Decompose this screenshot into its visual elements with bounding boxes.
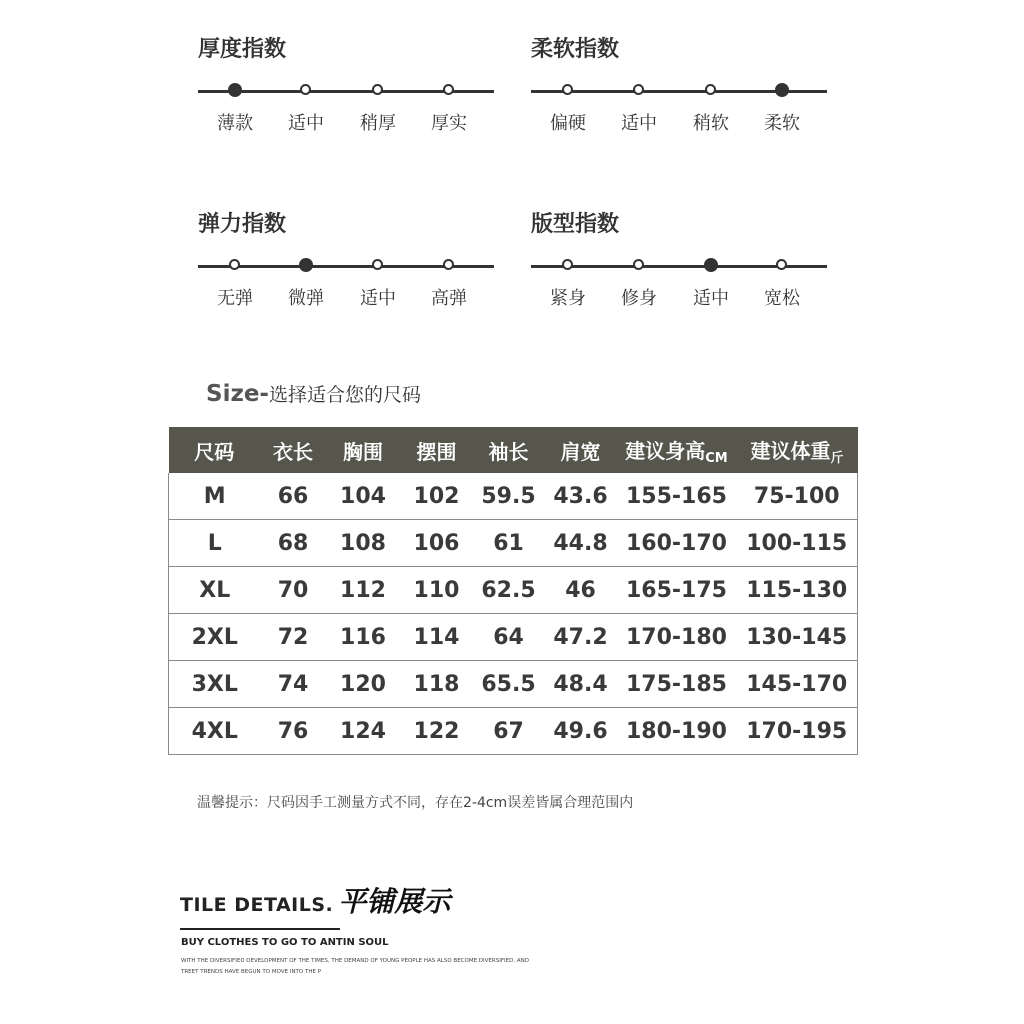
tile-heading-cn: 平铺展示 [338, 885, 451, 918]
header-size: 尺码 [169, 427, 261, 473]
divider [180, 928, 340, 930]
header-weight-unit: 斤 [830, 450, 844, 466]
size-cell: 4XL [169, 708, 261, 755]
table-cell: 145-170 [737, 661, 858, 708]
header-hem: 摆围 [401, 427, 473, 473]
table-cell: 120 [326, 661, 401, 708]
table-cell: 106 [401, 520, 473, 567]
tagline: BUY CLOTHES TO GO TO ANTIN SOUL [181, 937, 389, 948]
index-option: 微弹 [288, 288, 324, 309]
index-option: 无弹 [217, 288, 253, 309]
index-option: 适中 [288, 113, 324, 134]
index-dot [776, 259, 787, 270]
header-sleeve: 袖长 [473, 427, 545, 473]
table-cell: 70 [261, 567, 326, 614]
table-cell: 102 [401, 473, 473, 520]
description-line: TREET TRENDS HAVE BEGUN TO MOVE INTO THE P [181, 969, 322, 975]
size-cell: M [169, 473, 261, 520]
table-body [169, 473, 858, 755]
index-dot [299, 258, 313, 272]
description-line: WITH THE DIVERSIFIED DEVELOPMENT OF THE TIMES, THE DEMAND OF YOUNG PEOPLE HAS ALSO BECOME DIVERSIFIED, AND [181, 958, 529, 964]
size-cell: L [169, 520, 261, 567]
table-cell: 112 [326, 567, 401, 614]
table-cell: 130-145 [737, 614, 858, 661]
table-cell: 118 [401, 661, 473, 708]
table-cell: 47.2 [545, 614, 617, 661]
header-height-unit: CM [705, 450, 728, 466]
index-option: 柔软 [764, 113, 800, 134]
index-dot [443, 259, 454, 270]
index-option: 偏硬 [550, 113, 586, 134]
index-dot [705, 84, 716, 95]
header-length: 衣长 [261, 427, 326, 473]
size-cell: 2XL [169, 614, 261, 661]
table-row [169, 473, 858, 520]
index-option: 稍厚 [360, 113, 396, 134]
tile-details-heading [180, 880, 450, 920]
index-option: 适中 [621, 113, 657, 134]
table-cell: 72 [261, 614, 326, 661]
index-title: 厚度指数 [198, 37, 287, 62]
table-cell: 64 [473, 614, 545, 661]
table-cell: 160-170 [617, 520, 737, 567]
table-cell: 44.8 [545, 520, 617, 567]
header-height-label: 建议身高 [625, 438, 706, 463]
index-dot [633, 259, 644, 270]
index-option: 紧身 [550, 288, 586, 309]
index-dot [228, 83, 242, 97]
header-shoulder: 肩宽 [545, 427, 617, 473]
index-title: 柔软指数 [531, 37, 620, 62]
table-cell: 170-180 [617, 614, 737, 661]
table-cell: 68 [261, 520, 326, 567]
table-cell: 46 [545, 567, 617, 614]
index-title: 弹力指数 [198, 212, 287, 237]
index-dot [300, 84, 311, 95]
table-cell: 122 [401, 708, 473, 755]
index-option: 适中 [693, 288, 729, 309]
table-row [169, 708, 858, 755]
table-cell: 115-130 [737, 567, 858, 614]
index-dot [562, 84, 573, 95]
header-chest: 胸围 [326, 427, 401, 473]
table-row [169, 567, 858, 614]
tile-heading-en: TILE DETAILS. [180, 894, 334, 916]
index-option: 高弹 [431, 288, 467, 309]
table-header-row [169, 427, 858, 473]
table-row [169, 614, 858, 661]
table-cell: 155-165 [617, 473, 737, 520]
index-option: 修身 [621, 288, 657, 309]
size-cell: 3XL [169, 661, 261, 708]
table-cell: 74 [261, 661, 326, 708]
index-dot [443, 84, 454, 95]
table-cell: 61 [473, 520, 545, 567]
table-cell: 116 [326, 614, 401, 661]
index-option: 厚实 [431, 113, 467, 134]
header-weight-label: 建议体重 [750, 438, 831, 463]
size-heading [206, 380, 421, 407]
table-row [169, 661, 858, 708]
table-cell: 104 [326, 473, 401, 520]
table-cell: 170-195 [737, 708, 858, 755]
index-dot [704, 258, 718, 272]
table-cell: 43.6 [545, 473, 617, 520]
size-cell: XL [169, 567, 261, 614]
index-option: 薄款 [217, 113, 253, 134]
size-heading-en: Size- [206, 381, 269, 407]
measurement-tip: 温馨提示：尺码因手工测量方式不同，存在2-4cm误差皆属合理范围内 [197, 795, 634, 811]
index-title: 版型指数 [531, 212, 620, 237]
index-dot [775, 83, 789, 97]
table-cell: 175-185 [617, 661, 737, 708]
index-dot [562, 259, 573, 270]
table-cell: 59.5 [473, 473, 545, 520]
table-cell: 108 [326, 520, 401, 567]
table-cell: 100-115 [737, 520, 858, 567]
index-option: 稍软 [693, 113, 729, 134]
table-cell: 49.6 [545, 708, 617, 755]
index-dot [633, 84, 644, 95]
table-row [169, 520, 858, 567]
table-cell: 114 [401, 614, 473, 661]
table-cell: 62.5 [473, 567, 545, 614]
table-cell: 76 [261, 708, 326, 755]
header-height [617, 427, 737, 473]
table-cell: 180-190 [617, 708, 737, 755]
table-cell: 75-100 [737, 473, 858, 520]
index-dot [372, 84, 383, 95]
table-cell: 165-175 [617, 567, 737, 614]
index-option: 宽松 [764, 288, 800, 309]
table-cell: 48.4 [545, 661, 617, 708]
table-cell: 65.5 [473, 661, 545, 708]
index-dot [229, 259, 240, 270]
size-table [168, 427, 858, 755]
table-cell: 124 [326, 708, 401, 755]
header-weight [737, 427, 858, 473]
index-option: 适中 [360, 288, 396, 309]
size-heading-cn: 选择适合您的尺码 [268, 384, 421, 406]
index-dot [372, 259, 383, 270]
table-cell: 66 [261, 473, 326, 520]
table-cell: 67 [473, 708, 545, 755]
table-cell: 110 [401, 567, 473, 614]
